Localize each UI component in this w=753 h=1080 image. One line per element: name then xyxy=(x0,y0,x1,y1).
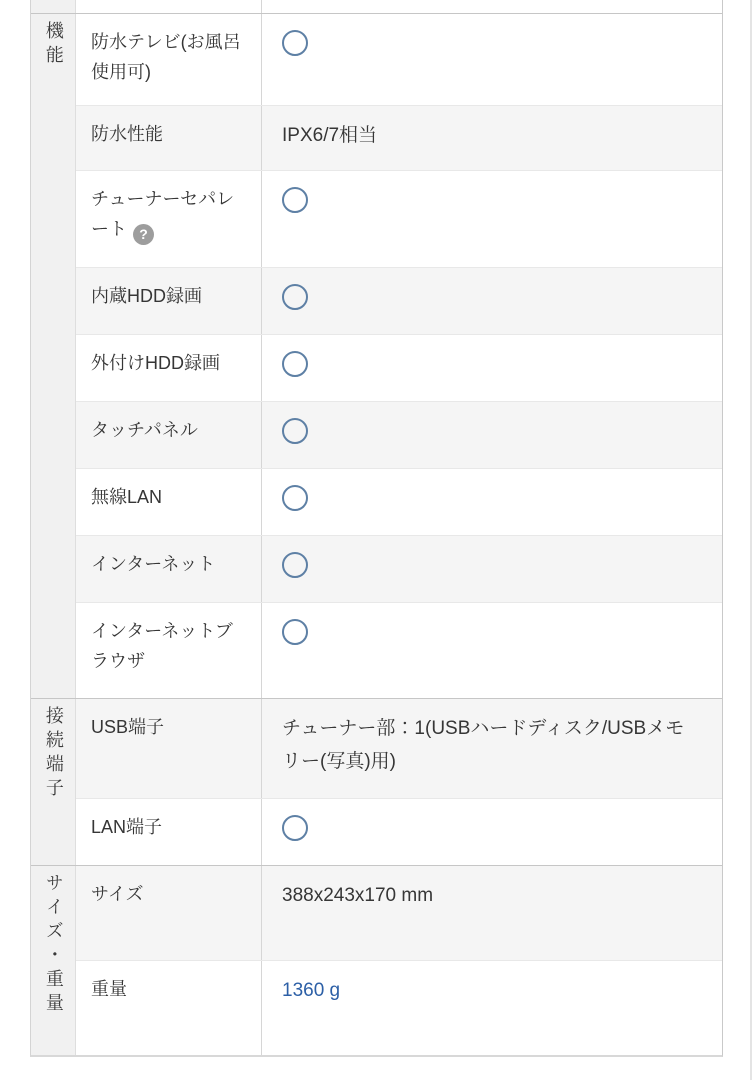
spec-label: 防水性能 xyxy=(76,106,262,170)
section-category-label: サイズ・重量 xyxy=(43,873,64,1017)
spec-label: 無線LAN xyxy=(76,469,262,535)
spec-value xyxy=(262,469,722,535)
table-row xyxy=(76,699,722,798)
spec-label: インターネット xyxy=(76,536,262,602)
spec-label: LAN端子 xyxy=(76,799,262,865)
spec-label: 重量 xyxy=(76,961,262,1055)
spec-value xyxy=(262,171,722,267)
spec-value xyxy=(262,402,722,468)
partial-value-cell xyxy=(262,0,722,13)
section-rows xyxy=(76,14,722,698)
circle-yes-icon xyxy=(282,815,308,841)
weight-value-link[interactable]: 1360 g xyxy=(282,980,341,1001)
table-row xyxy=(76,468,722,535)
table-row xyxy=(76,105,722,170)
table-row xyxy=(76,401,722,468)
table-row xyxy=(76,602,722,698)
spec-value xyxy=(262,14,722,105)
spec-label-text: チューナーセパレート xyxy=(91,189,235,239)
circle-yes-icon xyxy=(282,30,308,56)
spec-value xyxy=(262,799,722,865)
section-category-cell xyxy=(31,866,76,1055)
section-category-cell xyxy=(31,14,76,698)
table-row xyxy=(76,267,722,334)
table-row xyxy=(76,334,722,401)
spec-value: IPX6/7相当 xyxy=(282,125,378,146)
section-size-weight xyxy=(31,865,722,1055)
table-row xyxy=(76,960,722,1055)
spec-label: インターネットブラウザ xyxy=(76,603,262,698)
table-row xyxy=(76,535,722,602)
circle-yes-icon xyxy=(282,351,308,377)
section-category-label: 接続端子 xyxy=(43,706,64,802)
section-rows xyxy=(76,699,722,865)
spec-label: タッチパネル xyxy=(76,402,262,468)
circle-yes-icon xyxy=(282,485,308,511)
spec-value xyxy=(262,961,722,1055)
spec-label: 外付けHDD録画 xyxy=(76,335,262,401)
spec-value xyxy=(262,335,722,401)
spec-value xyxy=(262,536,722,602)
circle-yes-icon xyxy=(282,418,308,444)
circle-yes-icon xyxy=(282,284,308,310)
circle-yes-icon xyxy=(282,552,308,578)
spec-value xyxy=(262,268,722,334)
spec-label: 防水テレビ(お風呂使用可) xyxy=(76,14,262,105)
section-terminals xyxy=(31,698,722,865)
partial-label-cell xyxy=(76,0,262,13)
section-category-label: 機能 xyxy=(43,21,64,69)
help-icon[interactable]: ? xyxy=(133,224,154,245)
spec-label xyxy=(76,171,262,267)
table-row xyxy=(76,170,722,267)
spec-value: 388x243x170 mm xyxy=(282,885,434,906)
section-features xyxy=(31,13,722,698)
spec-label: サイズ xyxy=(76,866,262,960)
table-row xyxy=(76,866,722,960)
section-category-cell xyxy=(31,699,76,865)
partial-row xyxy=(31,0,722,13)
table-row xyxy=(76,798,722,865)
spec-label: 内蔵HDD録画 xyxy=(76,268,262,334)
spec-value: チューナー部：1(USBハードディスク/USBメモリー(写真)用) xyxy=(282,718,685,772)
circle-yes-icon xyxy=(282,187,308,213)
spec-label: USB端子 xyxy=(76,699,262,798)
circle-yes-icon xyxy=(282,619,308,645)
section-rows xyxy=(76,866,722,1055)
spec-table xyxy=(30,0,723,1057)
spec-value xyxy=(262,603,722,698)
table-row xyxy=(76,14,722,105)
scrollbar-track[interactable] xyxy=(750,0,752,1080)
partial-category-cell xyxy=(31,0,76,13)
